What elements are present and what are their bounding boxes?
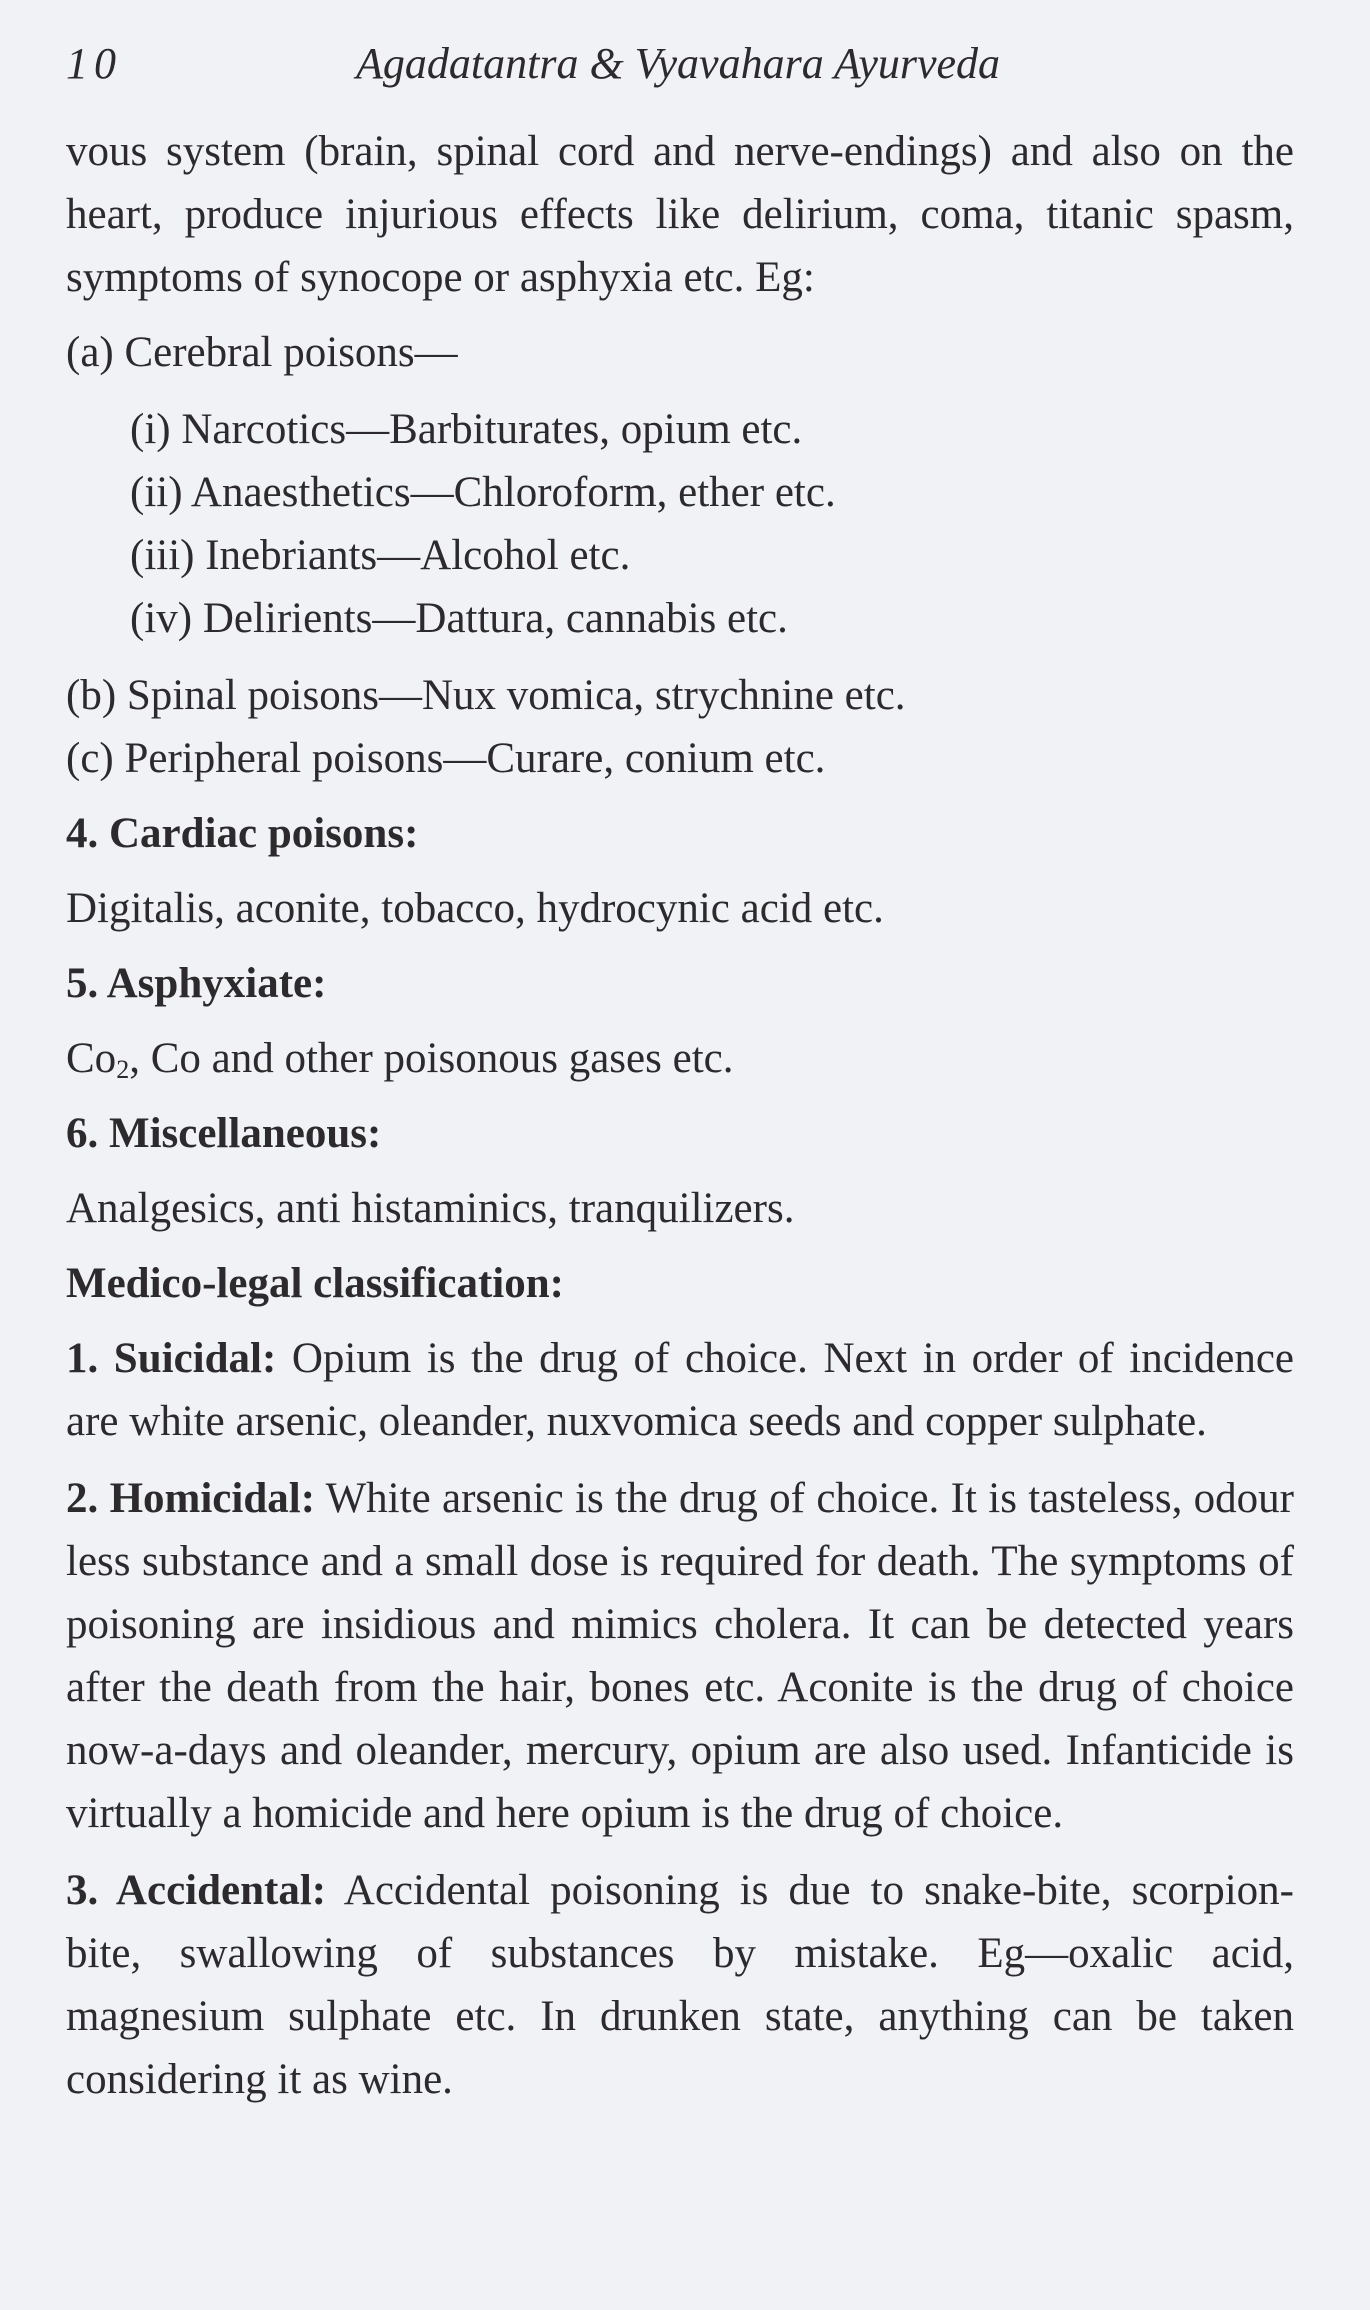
heading-cardiac: 4. Cardiac poisons:: [66, 810, 419, 857]
list-item-spinal: (b) Spinal poisons—Nux vomica, strychnine etc.: [66, 672, 906, 719]
page-body: [66, 120, 1294, 2111]
sub-item-delirients: (iv) Delirients—Dattura, cannabis etc.: [130, 595, 788, 642]
accidental-text: Accidental poisoning is due to snake-bite, scorpion-bite, swallowing of substances by mistake. Eg—oxalic acid, magnesium sulphate etc. In drunken state, anything can be taken considering it as wine.: [66, 1867, 1294, 2103]
asphyxiate-text-after: , Co and other poisonous gases etc.: [129, 1035, 734, 1082]
sub-item-inebriants: (iii) Inebriants—Alcohol etc.: [130, 532, 631, 579]
miscellaneous-text: Analgesics, anti histaminics, tranquilizers.: [66, 1185, 795, 1232]
page-number: 10: [66, 39, 122, 88]
heading-miscellaneous: 6. Miscellaneous:: [66, 1110, 382, 1157]
cerebral-sub-list: [66, 398, 1294, 650]
homicidal-paragraph: [66, 1467, 1294, 1845]
sub-item-anaesthetics: (ii) Anaesthetics—Chloroform, ether etc.: [130, 469, 836, 516]
heading-asphyxiate: 5. Asphyxiate:: [66, 960, 327, 1007]
cardiac-text: Digitalis, aconite, tobacco, hydrocynic acid etc.: [66, 885, 884, 932]
heading-medico-legal: Medico-legal classification:: [66, 1260, 564, 1307]
suicidal-paragraph: [66, 1327, 1294, 1453]
list-item-cerebral: (a) Cerebral poisons—: [66, 329, 458, 376]
homicidal-term: 2. Homicidal:: [66, 1475, 316, 1522]
accidental-paragraph: [66, 1859, 1294, 2111]
book-title: Agadatantra & Vyavahara Ayurveda: [356, 39, 1001, 88]
asphyxiate-text-before: Co: [66, 1035, 117, 1082]
sub-item-narcotics: (i) Narcotics—Barbiturates, opium etc.: [130, 406, 803, 453]
running-head: [66, 36, 1296, 92]
asphyxiate-subscript: 2: [116, 1055, 130, 1084]
neurotic-poisons-list: [66, 321, 1294, 790]
intro-paragraph: vous system (brain, spinal cord and nerve-endings) and also on the heart, produce injurious effects like delirium, coma, titanic spasm, symptoms of synocope or asphyxia etc. Eg:: [66, 128, 1294, 301]
list-item-peripheral: (c) Peripheral poisons—Curare, conium etc.: [66, 735, 826, 782]
suicidal-term: 1. Suicidal:: [66, 1335, 277, 1382]
suicidal-text: Opium is the drug of choice. Next in order of incidence are white arsenic, oleander, nuxvomica seeds and copper sulphate.: [66, 1335, 1294, 1445]
accidental-term: 3. Accidental:: [66, 1867, 327, 1914]
asphyxiate-text: [66, 1027, 1294, 1090]
homicidal-text: White arsenic is the drug of choice. It is tasteless, odour less substance and a small dose is required for death. The symptoms of poisoning are insidious and mimics cholera. It can be detected years after the death from the hair, bones etc. Aconite is the drug of choice now-a-days and oleander, mercury, opium are also used. Infanticide is virtually a homicide and here opium is the drug of choice.: [66, 1475, 1294, 1837]
